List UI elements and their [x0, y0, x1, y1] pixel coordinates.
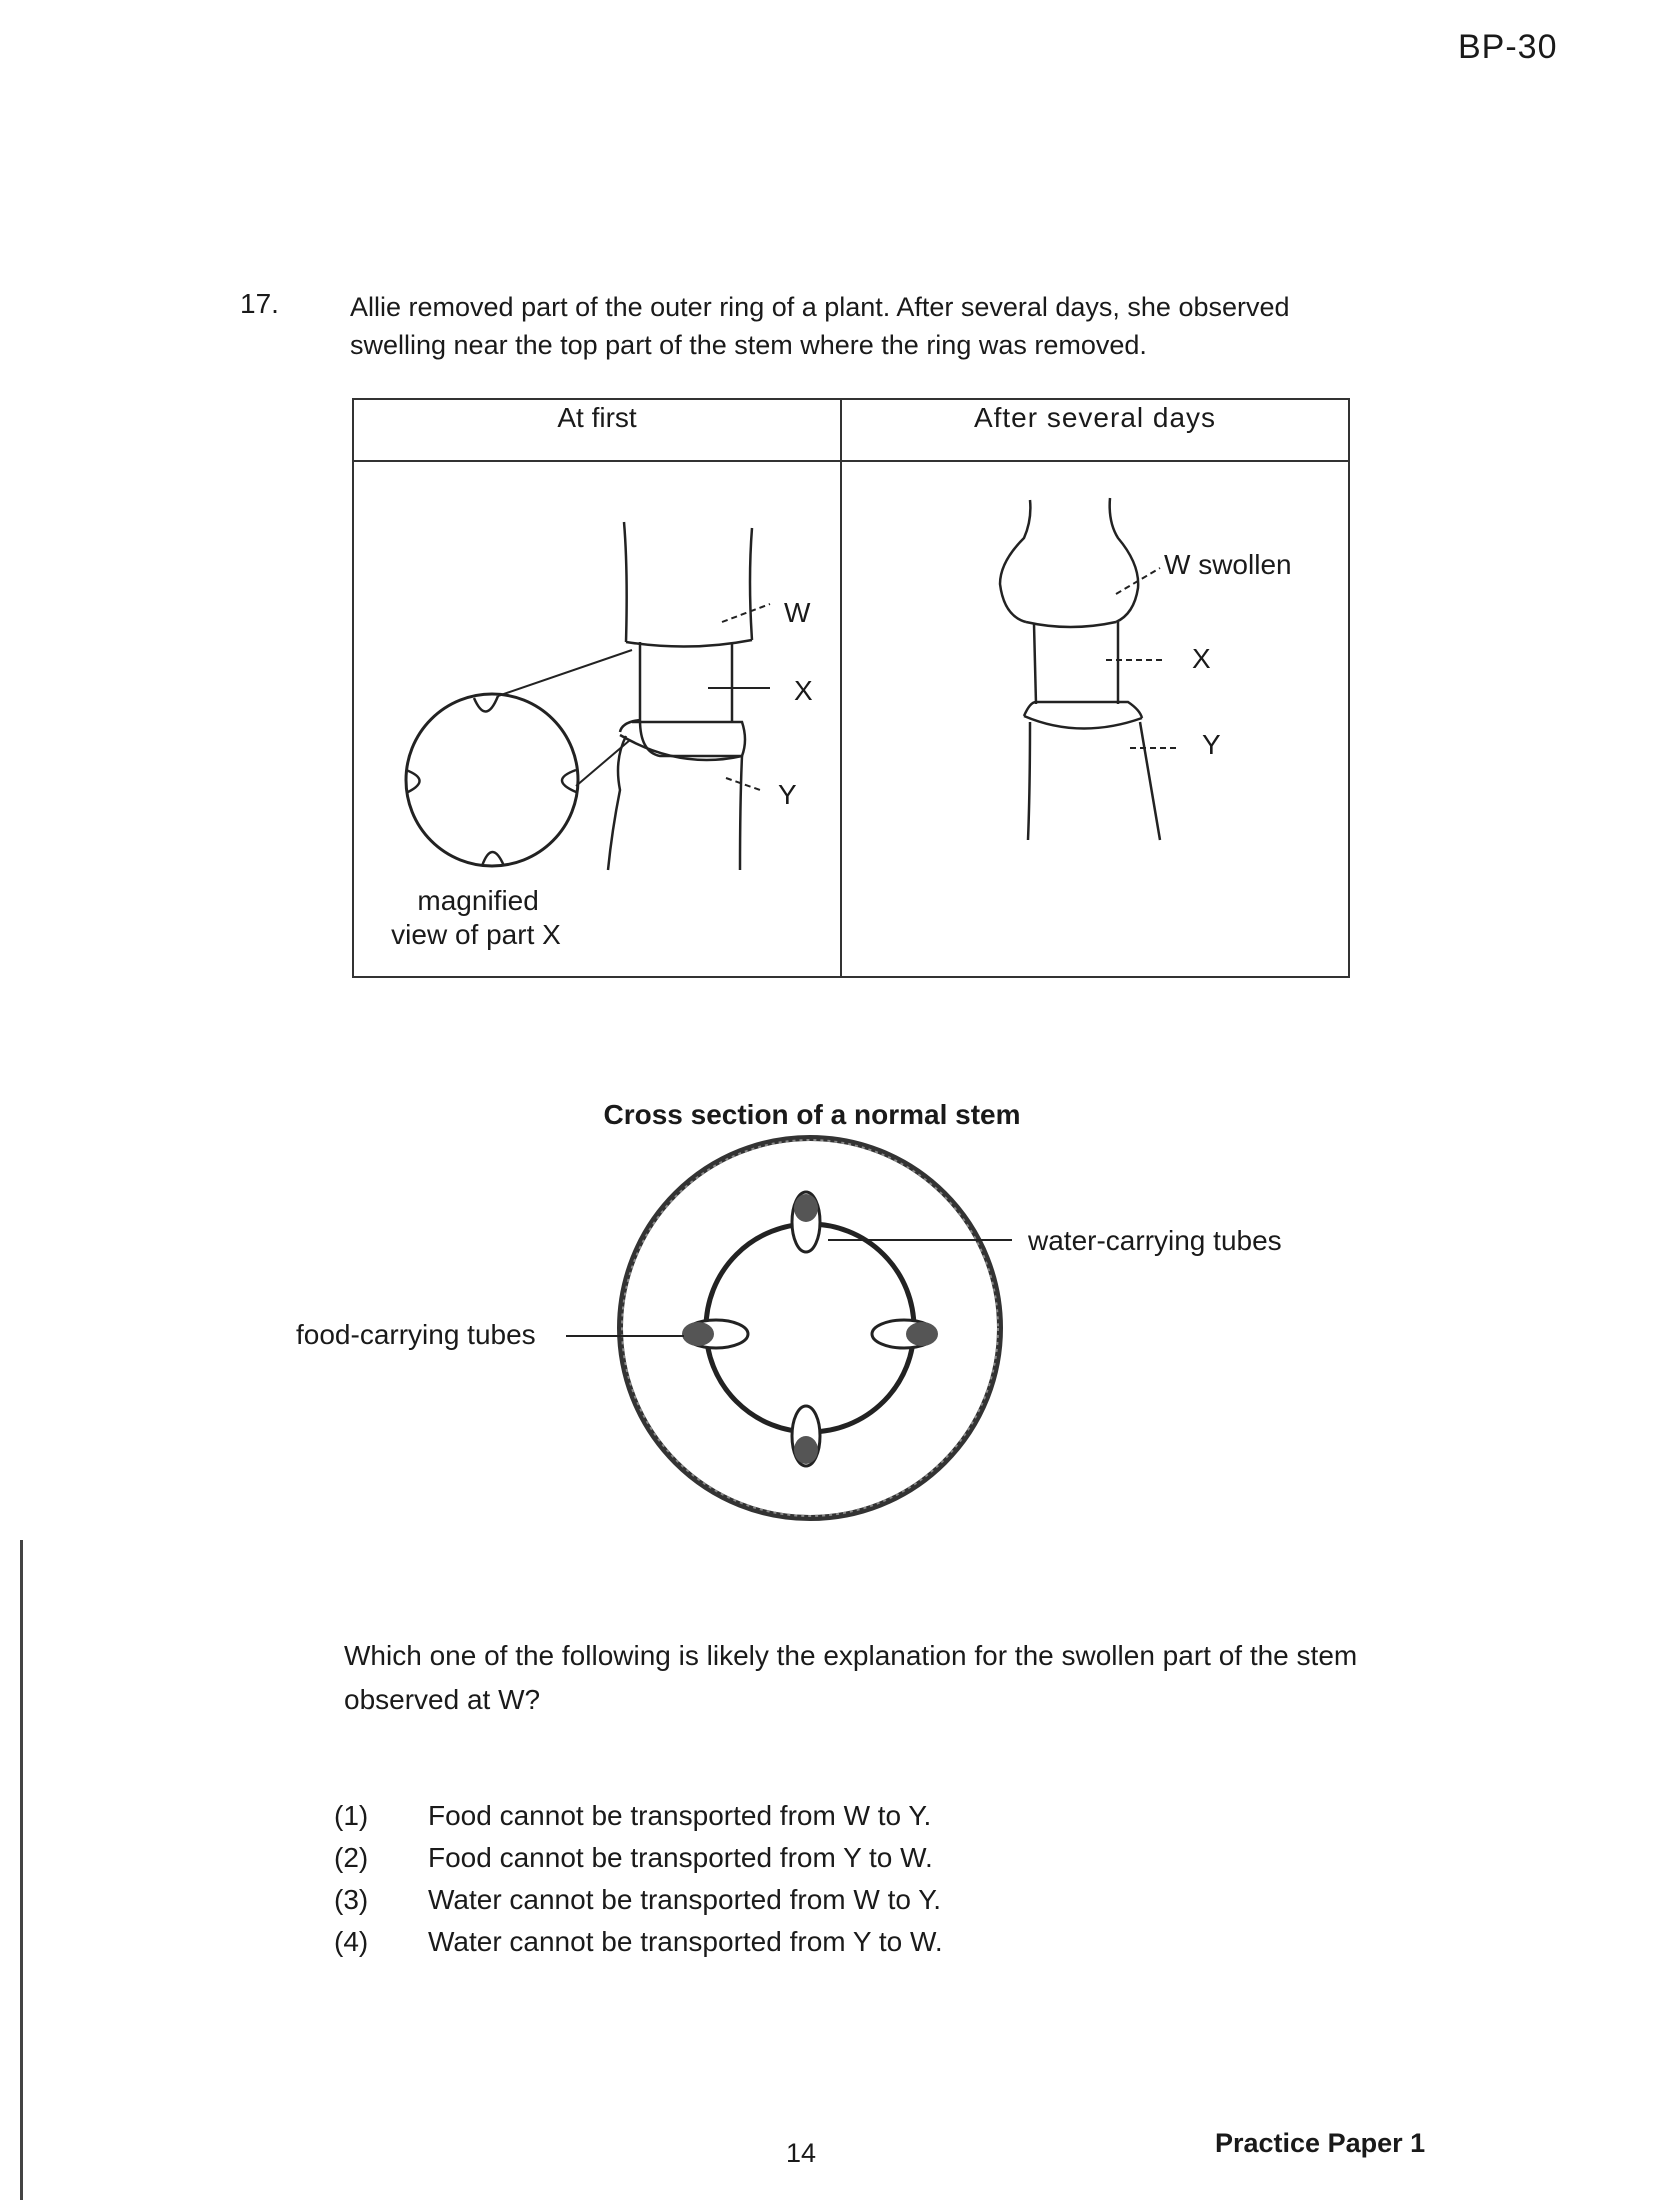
stem-at-first — [608, 522, 752, 870]
pointer-lines-first — [708, 604, 770, 790]
stem2-lower-left-edge — [1028, 722, 1030, 840]
cross-section-title: Cross section of a normal stem — [603, 1099, 1021, 1130]
magnifier-line-bottom — [576, 740, 630, 786]
binding-edge-line — [20, 1540, 23, 2200]
option-1-number: (1) — [334, 1800, 369, 1831]
magnified-notch-top — [474, 696, 498, 712]
magnified-notch-right — [562, 770, 576, 792]
magnifier-lines — [498, 650, 632, 786]
food-tube-left — [682, 1322, 714, 1346]
food-tube-bottom — [794, 1436, 818, 1464]
ring-edge — [632, 720, 745, 756]
option-3-text: Water cannot be transported from W to Y. — [428, 1884, 942, 1915]
magnified-notch-bottom — [482, 852, 504, 866]
stem-lower-right-edge — [740, 756, 742, 870]
magnified-notch-left — [406, 770, 420, 792]
swollen-left-edge — [1000, 500, 1030, 622]
label-y2: Y — [1202, 729, 1221, 760]
ring2-top — [1024, 702, 1142, 718]
option-3-number: (3) — [334, 1884, 369, 1915]
food-tube-top — [794, 1194, 818, 1222]
label-w: W — [784, 597, 811, 628]
magnified-view — [406, 694, 578, 866]
label-y: Y — [778, 779, 797, 810]
option-1-text: Food cannot be transported from W to Y. — [428, 1800, 932, 1831]
magnified-line-2: view of part X — [391, 919, 561, 950]
pointer-w — [722, 604, 770, 622]
stem-upper-left-edge — [624, 522, 627, 642]
stem-after-days — [1000, 498, 1160, 840]
magnified-circle — [406, 694, 578, 866]
option-2[interactable] — [334, 1837, 943, 1879]
question-prompt: Which one of the following is likely the explanation for the swollen part of the stem observed at W? — [344, 1640, 1358, 1715]
option-3[interactable] — [334, 1879, 943, 1921]
question-intro: Allie removed part of the outer ring of a plant. After several days, she observed swelling near the top part of the stem where the ring was removed. — [350, 292, 1290, 360]
stem-upper-right-edge — [750, 528, 752, 640]
stem2-lower-right-edge — [1140, 722, 1160, 840]
magnified-line-1: magnified — [417, 885, 539, 916]
option-2-text: Food cannot be transported from Y to W. — [428, 1842, 933, 1873]
option-4[interactable] — [334, 1921, 943, 1963]
food-carrying-label: food-carrying tubes — [296, 1319, 536, 1350]
water-carrying-label: water-carrying tubes — [1028, 1225, 1282, 1256]
paper-name: Practice Paper 1 — [1215, 2128, 1426, 2158]
food-tube-right — [906, 1322, 938, 1346]
magnified-caption — [391, 885, 561, 950]
label-x: X — [794, 675, 813, 706]
stripped2-left-edge — [1034, 624, 1036, 704]
label-x2: X — [1192, 643, 1211, 674]
question-number: 17. — [240, 288, 279, 319]
cross-section-diagram — [566, 1138, 1012, 1518]
option-4-text: Water cannot be transported from Y to W. — [428, 1926, 943, 1957]
answer-options — [334, 1795, 943, 1963]
col-header-after-several-days: After several days — [973, 402, 1217, 433]
option-4-number: (4) — [334, 1926, 369, 1957]
page-number: 14 — [786, 2138, 817, 2168]
swollen-right-edge — [1110, 498, 1139, 622]
label-w-swollen: W swollen — [1164, 549, 1292, 580]
ring2-bottom — [1024, 716, 1142, 729]
paper-code: BP-30 — [1458, 28, 1558, 66]
option-2-number: (2) — [334, 1842, 369, 1873]
option-1[interactable] — [334, 1795, 943, 1837]
col-header-at-first: At first — [557, 402, 637, 433]
pointer-y — [726, 778, 760, 790]
magnifier-line-top — [498, 650, 632, 696]
swollen-bottom — [1026, 622, 1116, 627]
